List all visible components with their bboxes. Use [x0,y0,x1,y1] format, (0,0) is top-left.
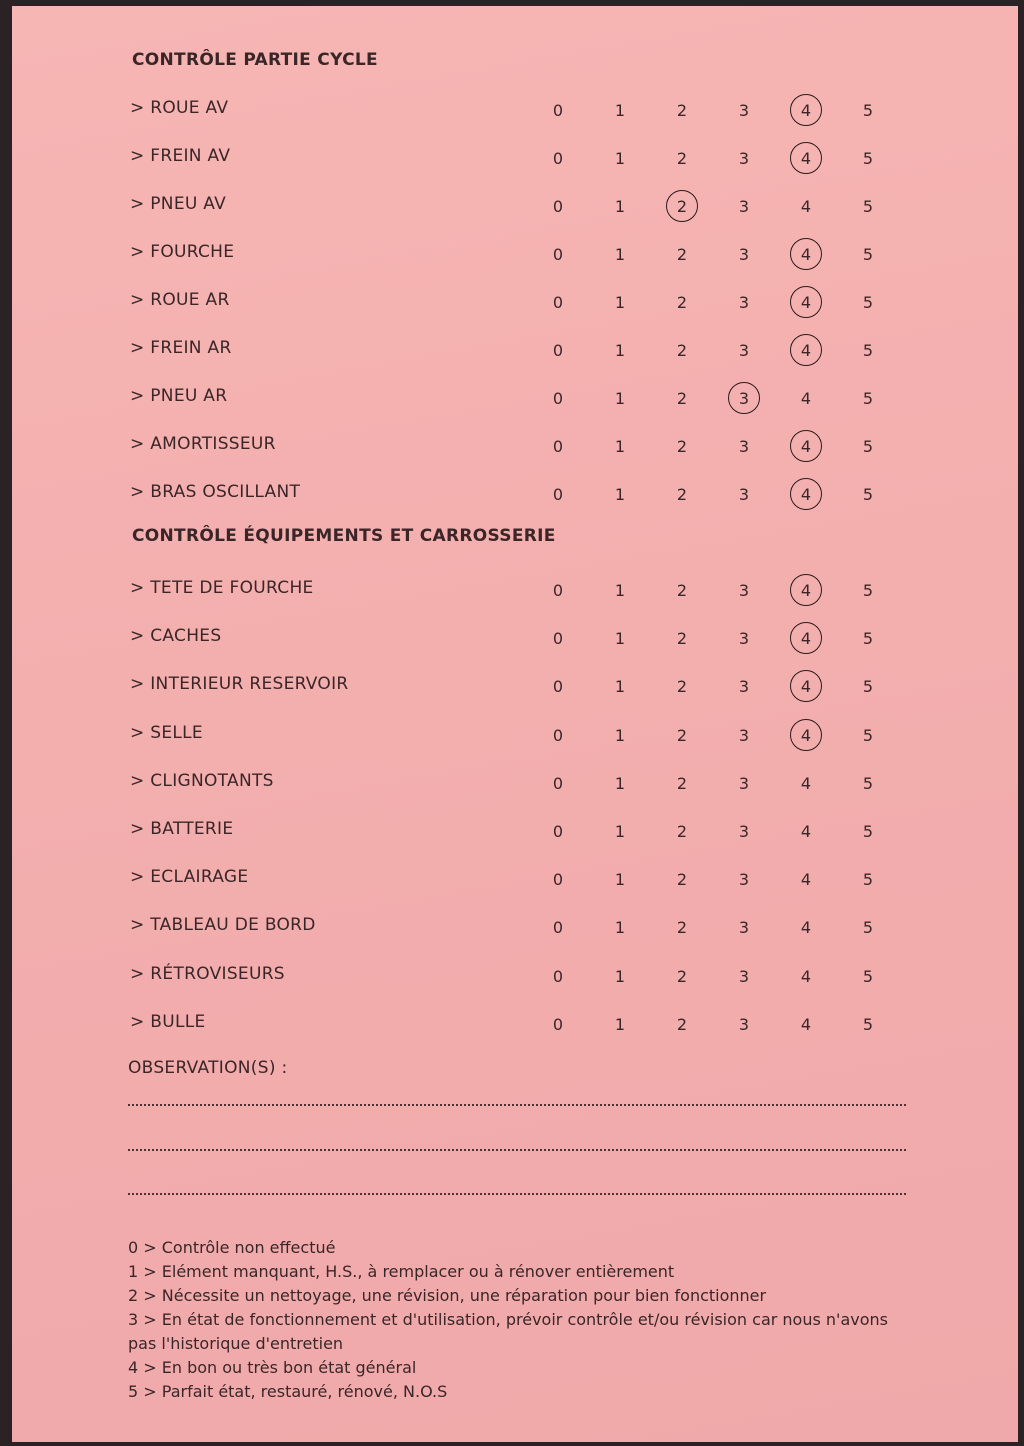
rating-option[interactable]: 5 [862,437,874,456]
rating-row [130,913,1000,943]
rating-scale [552,576,898,606]
rating-option[interactable]: 3 [738,245,750,264]
rating-option[interactable]: 1 [614,822,626,841]
rating-option[interactable]: 5 [862,966,874,986]
observation-line-3[interactable] [128,1193,906,1195]
rating-option[interactable]: 2 [676,581,688,600]
rating-scale [552,962,898,992]
rating-row [130,192,1000,222]
rating-option[interactable]: 2 [676,437,688,456]
rating-option[interactable]: 1 [614,629,626,649]
rating-option-selected[interactable]: 4 [789,146,823,172]
rating-row-label: > ROUE AR [130,290,230,310]
rating-option-selected[interactable]: 2 [665,194,699,220]
rating-option[interactable]: 2 [676,389,688,408]
rating-row [130,288,1000,318]
rating-scale [552,432,898,462]
observation-line-1[interactable] [128,1104,906,1106]
rating-option[interactable]: 0 [552,725,564,745]
rating-row [130,624,1000,654]
rating-option[interactable]: 5 [862,149,874,168]
rating-option[interactable]: 2 [676,629,688,649]
rating-option[interactable]: 4 [800,197,812,216]
rating-row [130,240,1000,270]
rating-row-label: > AMORTISSEUR [130,434,276,454]
rating-option[interactable]: 5 [862,1014,874,1034]
rating-scale [552,817,898,847]
rating-option[interactable]: 3 [738,966,750,986]
rating-scale [552,624,898,654]
rating-option[interactable]: 3 [738,485,750,504]
rating-row-label: > TABLEAU DE BORD [130,915,316,936]
rating-option[interactable]: 1 [614,1014,626,1034]
rating-option[interactable]: 2 [676,725,688,745]
rating-scale [552,1010,898,1040]
rating-option[interactable]: 3 [738,677,750,697]
rating-option[interactable]: 2 [676,485,688,504]
rating-option[interactable]: 0 [552,389,564,408]
rating-option[interactable]: 0 [552,149,564,168]
rating-option[interactable]: 3 [738,822,750,841]
rating-scale [552,769,898,799]
rating-option[interactable]: 0 [552,485,564,504]
legend-item-0: 0 > Contrôle non effectué [128,1238,336,1257]
rating-row-label: > TETE DE FOURCHE [130,578,314,598]
rating-option[interactable]: 2 [676,677,688,697]
section-title-equipment: CONTRÔLE ÉQUIPEMENTS ET CARROSSERIE [132,526,556,546]
rating-row [130,672,1000,702]
rating-option[interactable]: 0 [552,966,564,986]
legend-item-4: 4 > En bon ou très bon état général [128,1358,417,1377]
rating-row-label: > BATTERIE [130,819,234,839]
rating-option[interactable]: 4 [800,870,812,890]
rating-option[interactable]: 3 [738,581,750,600]
rating-row-label: > FOURCHE [130,242,235,262]
rating-option[interactable]: 3 [738,101,750,120]
rating-option[interactable]: 4 [800,389,812,408]
rating-option[interactable]: 2 [676,918,688,938]
rating-row [130,480,1000,510]
rating-option[interactable]: 2 [676,773,688,793]
rating-option[interactable]: 0 [552,870,564,890]
legend-item-5: 5 > Parfait état, restauré, rénové, N.O.S [128,1382,448,1401]
rating-option[interactable]: 3 [738,437,750,456]
rating-option[interactable]: 3 [738,197,750,216]
rating-scale [552,721,898,751]
rating-scale [552,144,898,174]
rating-option[interactable]: 0 [552,197,564,216]
rating-row-label: > CLIGNOTANTS [130,770,274,791]
rating-option[interactable]: 4 [800,966,812,986]
rating-option[interactable]: 5 [862,197,874,216]
rating-option[interactable]: 1 [614,918,626,938]
rating-option[interactable]: 1 [614,389,626,408]
rating-row [130,96,1000,126]
rating-option[interactable]: 1 [614,149,626,168]
rating-option[interactable]: 2 [676,293,688,312]
rating-option[interactable]: 0 [552,245,564,264]
rating-option[interactable]: 5 [862,293,874,312]
rating-option[interactable]: 5 [862,101,874,120]
rating-option[interactable]: 3 [738,918,750,938]
observation-label: OBSERVATION(S) : [128,1058,288,1078]
rating-option[interactable]: 3 [738,725,750,745]
rating-option[interactable]: 1 [614,725,626,745]
rating-option[interactable]: 1 [614,245,626,264]
rating-legend [128,1236,898,1404]
rating-option[interactable]: 1 [614,341,626,360]
rating-option[interactable]: 5 [862,389,874,408]
legend-item-3: 3 > En état de fonctionnement et d'utilisation, prévoir contrôle et/ou révision car nous n'avons pas l'historique d'entretien [128,1310,888,1353]
rating-row [130,432,1000,462]
rating-option[interactable]: 5 [862,918,874,938]
observation-line-2[interactable] [128,1149,906,1151]
rating-option[interactable]: 5 [862,581,874,600]
rating-scale [552,192,898,222]
rating-option[interactable]: 1 [614,966,626,986]
rating-option-selected[interactable]: 4 [789,242,823,268]
rating-row-label: > PNEU AR [130,386,228,406]
rating-scale [552,288,898,318]
rating-option[interactable]: 3 [738,870,750,890]
rating-scale [552,672,898,702]
rating-option[interactable]: 3 [738,293,750,312]
rating-option[interactable]: 0 [552,822,564,841]
rating-row [130,817,1000,847]
rating-option[interactable]: 5 [862,773,874,793]
rating-row [130,576,1000,606]
legend-item-1: 1 > Elément manquant, H.S., à remplacer ou à rénover entièrement [128,1262,675,1281]
rating-option[interactable]: 3 [738,341,750,360]
rating-row [130,721,1000,751]
rating-option[interactable]: 0 [552,581,564,600]
rating-row [130,962,1000,992]
rating-option[interactable]: 2 [676,822,688,841]
rating-row-label: > FREIN AV [130,146,231,166]
rating-option[interactable]: 5 [862,822,874,841]
rating-row-label: > ECLAIRAGE [130,867,249,888]
rating-option[interactable]: 3 [738,629,750,649]
rating-option[interactable]: 0 [552,341,564,360]
rating-option-selected[interactable]: 4 [789,290,823,316]
rating-option[interactable]: 1 [614,677,626,697]
rating-scale [552,913,898,943]
rating-option[interactable]: 1 [614,581,626,600]
rating-scale [552,336,898,366]
rating-option-selected[interactable]: 4 [789,578,823,604]
rating-option[interactable]: 2 [676,101,688,120]
rating-row-label: > INTERIEUR RESERVOIR [130,674,349,695]
rating-row [130,865,1000,895]
rating-scale [552,240,898,270]
rating-option-selected[interactable]: 4 [789,674,823,700]
rating-row-label: > BRAS OSCILLANT [130,482,301,502]
rating-row-label: > FREIN AR [130,338,232,358]
rating-option-selected[interactable]: 4 [789,723,823,749]
rating-option[interactable]: 2 [676,1014,688,1034]
rating-option[interactable]: 5 [862,629,874,649]
rating-option[interactable]: 3 [738,149,750,168]
rating-option[interactable]: 4 [800,918,812,938]
rating-option-selected[interactable]: 4 [789,626,823,652]
rating-row [130,336,1000,366]
rating-option[interactable]: 4 [800,1014,812,1034]
rating-option-selected[interactable]: 4 [789,434,823,460]
legend-item-2: 2 > Nécessite un nettoyage, une révision, une réparation pour bien fonctionner [128,1286,767,1305]
rating-scale [552,865,898,895]
rating-option-selected[interactable]: 4 [789,482,823,508]
rating-option[interactable]: 2 [676,966,688,986]
rating-option[interactable]: 0 [552,101,564,120]
rating-option[interactable]: 5 [862,725,874,745]
rating-option[interactable]: 4 [800,773,812,793]
rating-option[interactable]: 5 [862,485,874,504]
rating-option[interactable]: 2 [676,149,688,168]
rating-option[interactable]: 0 [552,437,564,456]
rating-option[interactable]: 3 [738,773,750,793]
rating-option[interactable]: 0 [552,773,564,793]
rating-row-label: > ROUE AV [130,98,229,118]
section-title-cycle: CONTRÔLE PARTIE CYCLE [132,50,378,70]
rating-option[interactable]: 1 [614,773,626,793]
rating-option[interactable]: 2 [676,245,688,264]
rating-row-label: > RÉTROVISEURS [130,963,285,984]
rating-option[interactable]: 0 [552,1014,564,1034]
rating-option[interactable]: 2 [676,870,688,890]
rating-row [130,384,1000,414]
rating-option[interactable]: 5 [862,341,874,360]
rating-row-label: > PNEU AV [130,194,227,214]
rating-option-selected[interactable]: 4 [789,98,823,124]
rating-option[interactable]: 0 [552,629,564,649]
rating-row-label: > SELLE [130,722,203,743]
rating-option[interactable]: 3 [738,1014,750,1034]
rating-scale [552,96,898,126]
rating-scale [552,384,898,414]
rating-option[interactable]: 1 [614,870,626,890]
rating-option[interactable]: 1 [614,101,626,120]
rating-option[interactable]: 0 [552,918,564,938]
rating-row [130,1010,1000,1040]
inspection-sheet [12,6,1018,1442]
rating-option[interactable]: 5 [862,870,874,890]
rating-option[interactable]: 5 [862,245,874,264]
rating-option[interactable]: 5 [862,677,874,697]
rating-option[interactable]: 0 [552,677,564,697]
rating-option-selected[interactable]: 4 [789,338,823,364]
rating-option[interactable]: 2 [676,341,688,360]
rating-scale [552,480,898,510]
rating-row [130,769,1000,799]
rating-row-label: > CACHES [130,626,222,647]
rating-row [130,144,1000,174]
rating-row-label: > BULLE [130,1011,206,1032]
rating-option[interactable]: 1 [614,437,626,456]
rating-option-selected[interactable]: 3 [727,386,761,412]
rating-option[interactable]: 1 [614,485,626,504]
rating-option[interactable]: 1 [614,197,626,216]
rating-option[interactable]: 0 [552,293,564,312]
rating-option[interactable]: 1 [614,293,626,312]
rating-option[interactable]: 4 [800,822,812,841]
